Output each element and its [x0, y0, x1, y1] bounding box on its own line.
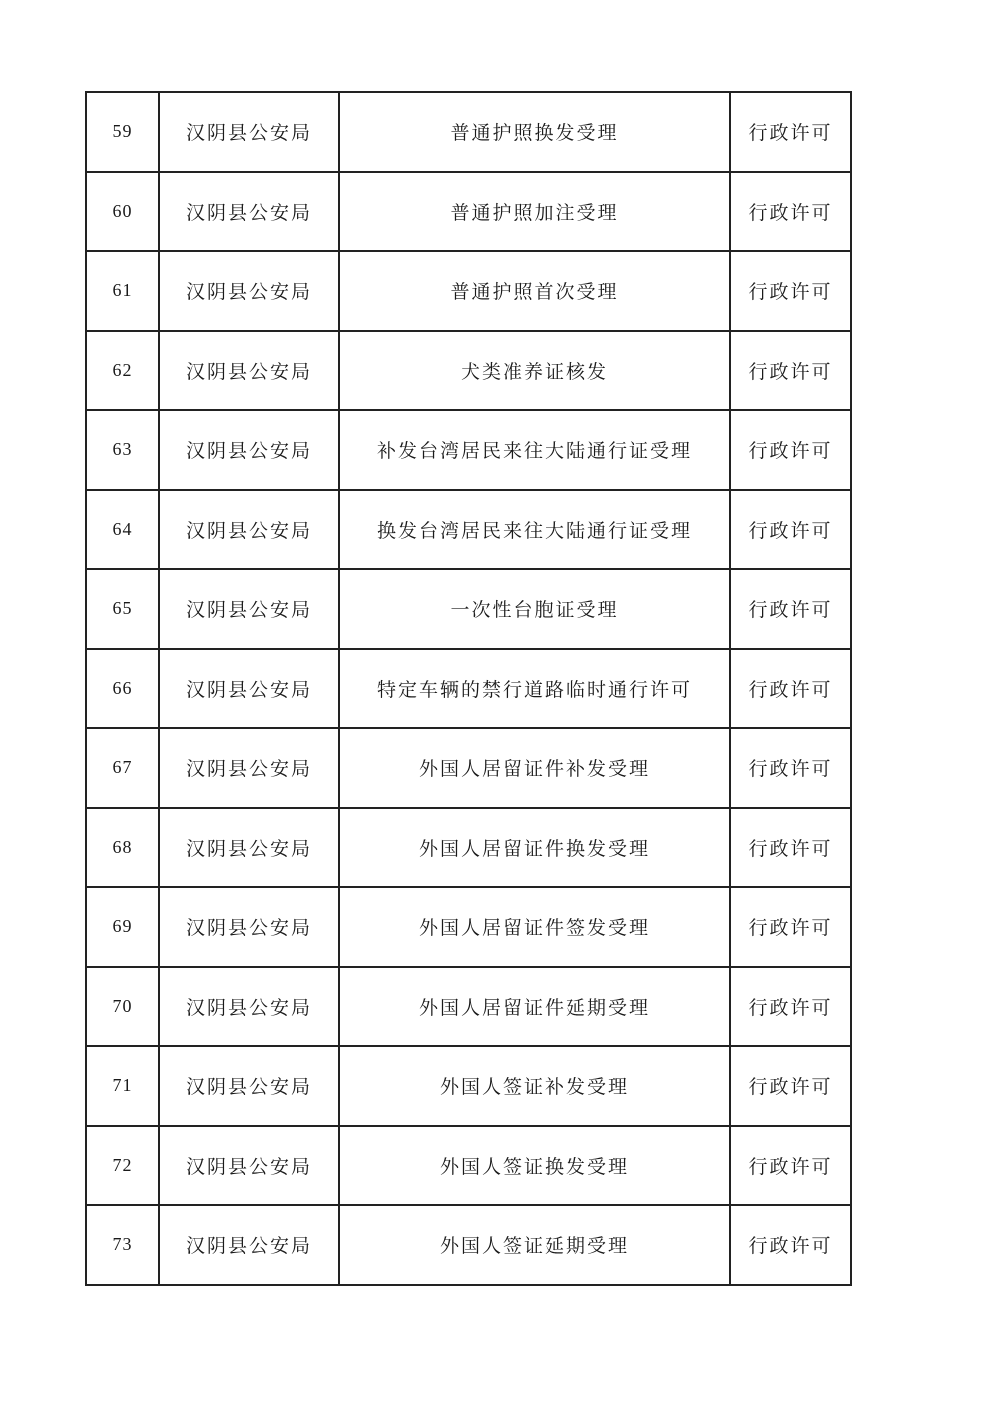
item-name-cell: 一次性台胞证受理 [339, 569, 730, 649]
row-number: 59 [86, 92, 159, 172]
table-row [86, 92, 851, 172]
table-row [86, 490, 851, 570]
department-cell: 汉阴县公安局 [159, 887, 339, 967]
department-cell: 汉阴县公安局 [159, 808, 339, 888]
department-cell: 汉阴县公安局 [159, 728, 339, 808]
row-number: 62 [86, 331, 159, 411]
item-name-cell: 外国人签证补发受理 [339, 1046, 730, 1126]
item-name-cell: 普通护照换发受理 [339, 92, 730, 172]
item-name-cell: 外国人居留证件签发受理 [339, 887, 730, 967]
item-name-cell: 外国人签证换发受理 [339, 1126, 730, 1206]
table-body [86, 92, 851, 1285]
row-number: 73 [86, 1205, 159, 1285]
department-cell: 汉阴县公安局 [159, 92, 339, 172]
table-row [86, 1046, 851, 1126]
table-row [86, 1126, 851, 1206]
row-number: 70 [86, 967, 159, 1047]
table-row [86, 967, 851, 1047]
item-name-cell: 特定车辆的禁行道路临时通行许可 [339, 649, 730, 729]
row-number: 64 [86, 490, 159, 570]
department-cell: 汉阴县公安局 [159, 649, 339, 729]
item-type-cell: 行政许可 [730, 649, 851, 729]
item-type-cell: 行政许可 [730, 569, 851, 649]
table-row [86, 649, 851, 729]
item-type-cell: 行政许可 [730, 331, 851, 411]
table-row [86, 569, 851, 649]
item-type-cell: 行政许可 [730, 808, 851, 888]
item-type-cell: 行政许可 [730, 887, 851, 967]
item-type-cell: 行政许可 [730, 1205, 851, 1285]
row-number: 60 [86, 172, 159, 252]
item-type-cell: 行政许可 [730, 172, 851, 252]
table-row [86, 887, 851, 967]
item-type-cell: 行政许可 [730, 490, 851, 570]
row-number: 67 [86, 728, 159, 808]
table-row [86, 172, 851, 252]
table-row [86, 331, 851, 411]
department-cell: 汉阴县公安局 [159, 251, 339, 331]
department-cell: 汉阴县公安局 [159, 410, 339, 490]
department-cell: 汉阴县公安局 [159, 172, 339, 252]
row-number: 63 [86, 410, 159, 490]
item-type-cell: 行政许可 [730, 728, 851, 808]
department-cell: 汉阴县公安局 [159, 490, 339, 570]
item-type-cell: 行政许可 [730, 251, 851, 331]
item-name-cell: 外国人居留证件补发受理 [339, 728, 730, 808]
item-name-cell: 外国人居留证件延期受理 [339, 967, 730, 1047]
department-cell: 汉阴县公安局 [159, 1126, 339, 1206]
department-cell: 汉阴县公安局 [159, 967, 339, 1047]
permit-list-table [85, 91, 852, 1286]
item-name-cell: 普通护照首次受理 [339, 251, 730, 331]
department-cell: 汉阴县公安局 [159, 1046, 339, 1126]
table-row [86, 410, 851, 490]
department-cell: 汉阴县公安局 [159, 331, 339, 411]
row-number: 61 [86, 251, 159, 331]
item-name-cell: 犬类准养证核发 [339, 331, 730, 411]
item-type-cell: 行政许可 [730, 92, 851, 172]
item-name-cell: 补发台湾居民来往大陆通行证受理 [339, 410, 730, 490]
table-row [86, 251, 851, 331]
table-row [86, 1205, 851, 1285]
department-cell: 汉阴县公安局 [159, 1205, 339, 1285]
row-number: 65 [86, 569, 159, 649]
table-row [86, 728, 851, 808]
item-type-cell: 行政许可 [730, 410, 851, 490]
row-number: 66 [86, 649, 159, 729]
row-number: 68 [86, 808, 159, 888]
row-number: 69 [86, 887, 159, 967]
item-name-cell: 外国人签证延期受理 [339, 1205, 730, 1285]
row-number: 72 [86, 1126, 159, 1206]
item-type-cell: 行政许可 [730, 1126, 851, 1206]
item-type-cell: 行政许可 [730, 1046, 851, 1126]
item-type-cell: 行政许可 [730, 967, 851, 1047]
item-name-cell: 换发台湾居民来往大陆通行证受理 [339, 490, 730, 570]
row-number: 71 [86, 1046, 159, 1126]
item-name-cell: 普通护照加注受理 [339, 172, 730, 252]
department-cell: 汉阴县公安局 [159, 569, 339, 649]
item-name-cell: 外国人居留证件换发受理 [339, 808, 730, 888]
table-row [86, 808, 851, 888]
